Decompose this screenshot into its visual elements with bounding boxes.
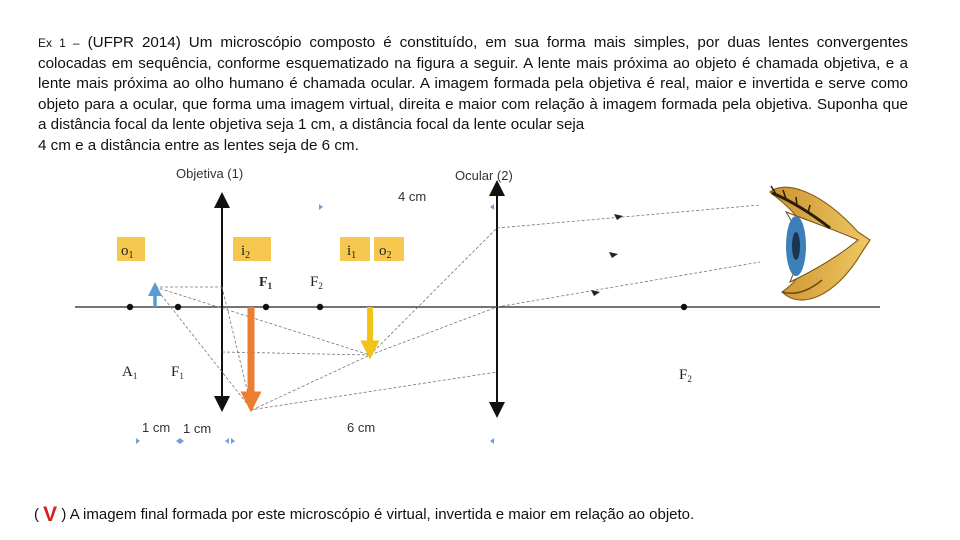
svg-text:i2: $i_2$ bbox=[241, 243, 251, 261]
answer-close-paren: ) bbox=[61, 506, 67, 523]
exercise-label: Ex 1 – bbox=[38, 36, 80, 50]
dist-4cm-label: 4 cm bbox=[398, 189, 427, 204]
label-F2-right: $F_2$ bbox=[679, 367, 692, 384]
label-A1: $A_1$ bbox=[122, 364, 138, 381]
label-box-i1 bbox=[340, 237, 370, 261]
ocular-label: Ocular (2) bbox=[455, 168, 513, 183]
dimension-markers bbox=[136, 204, 494, 444]
svg-text:o2: $o_2$ bbox=[379, 243, 392, 261]
svg-text:o1: $o_1$ bbox=[121, 243, 134, 261]
answer-statement bbox=[34, 503, 694, 527]
label-box-o2 bbox=[374, 237, 404, 261]
eye-icon bbox=[770, 186, 870, 300]
point-F2-right bbox=[681, 304, 687, 310]
answer-open-paren: ( bbox=[34, 506, 39, 523]
svg-text:i1: $i_1$ bbox=[347, 243, 357, 261]
label-box-o1 bbox=[117, 237, 145, 261]
point-A1 bbox=[127, 304, 133, 310]
dist-1cm-label-a: 1 cm bbox=[142, 420, 171, 435]
ray-direction-arrow bbox=[609, 252, 618, 258]
problem-text-last-line: 4 cm e a distância entre as lentes seja de 6 cm. bbox=[38, 136, 359, 154]
answer-mark: V bbox=[43, 503, 58, 526]
label-F1-lower: $F_1$ bbox=[171, 364, 184, 381]
point-F2-left bbox=[317, 304, 323, 310]
dist-1cm-label-b: 1 cm bbox=[183, 421, 212, 436]
point-F1-right bbox=[263, 304, 269, 310]
problem-text: (UFPR 2014) Um microscópio composto é constituído, em sua forma mais simples, por duas lentes convergentes colocadas em sequência, conforme esquematizado na figura a seguir. A lente mais próxima ao objeto é chamada objetiva, e a lente mais próxima ao olho humano é chamada ocular. A imagem formada pela objetiva é real, maior e invertida e serve como objeto para a ocular, que forma uma imagem virtual, direita e maior com relação à imagem formada pela objetiva. Suponha que a distância focal da lente objetiva seja 1 cm, a distância focal da lente ocular seja bbox=[38, 34, 908, 133]
dist-6cm-label: 6 cm bbox=[347, 420, 376, 435]
objective-label: Objetiva (1) bbox=[176, 166, 244, 181]
label-F2-upper: $F_2$ bbox=[310, 274, 323, 291]
label-F1-upper: $F_1$ bbox=[259, 275, 273, 291]
answer-text: A imagem final formada por este microscópio é virtual, invertida e maior em relação ao objeto. bbox=[69, 506, 695, 523]
point-F1-left bbox=[175, 304, 181, 310]
ray-direction-arrow bbox=[591, 290, 600, 296]
label-box-i2 bbox=[233, 237, 271, 261]
